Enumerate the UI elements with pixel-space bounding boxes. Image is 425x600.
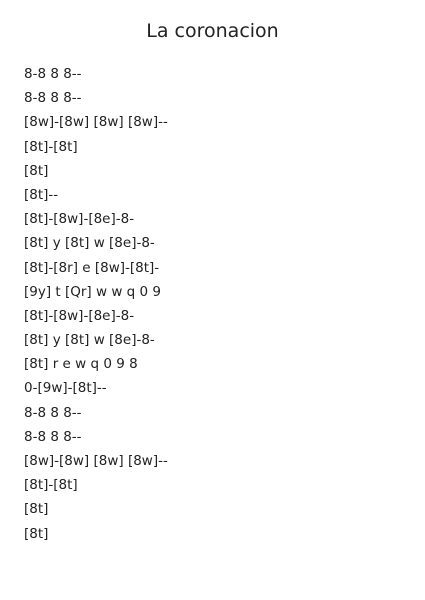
notation-line: [8t] y [8t] w [8e]-8- — [24, 235, 155, 252]
notation-line: 8-8 8 8-- — [24, 404, 82, 421]
notation-line: [8t] — [24, 501, 49, 518]
notation-line: [8t] y [8t] w [8e]-8- — [24, 332, 155, 349]
notation-line: [8t] — [24, 525, 49, 542]
page-title: La coronacion — [146, 20, 279, 42]
notation-line: [8t]-- — [24, 186, 59, 203]
notation-line: [8w]-[8w] [8w] [8w]-- — [24, 114, 168, 131]
notation-line: [9y] t [Qr] w w q 0 9 — [24, 283, 161, 300]
notation-line: [8t] r e w q 0 9 8 — [24, 356, 138, 373]
notation-line: [8w]-[8w] [8w] [8w]-- — [24, 453, 168, 469]
notation-lines — [24, 62, 168, 546]
notation-line: [8t]-[8w]-[8e]-8- — [24, 307, 135, 324]
notation-line: [8t]-[8t] — [24, 477, 78, 494]
notation-line: [8t]-[8w]-[8e]-8- — [24, 211, 135, 228]
notation-line: 8-8 8 8-- — [24, 428, 82, 445]
notation-line: [8t]-[8t] — [24, 138, 78, 155]
notation-line: [8t] — [24, 162, 49, 179]
notation-line: [8t]-[8r] e [8w]-[8t]- — [24, 259, 160, 276]
notation-line: 8-8 8 8-- — [24, 90, 82, 107]
notation-line: 8-8 8 8-- — [24, 66, 82, 82]
notation-line: 0-[9w]-[8t]-- — [24, 380, 107, 397]
